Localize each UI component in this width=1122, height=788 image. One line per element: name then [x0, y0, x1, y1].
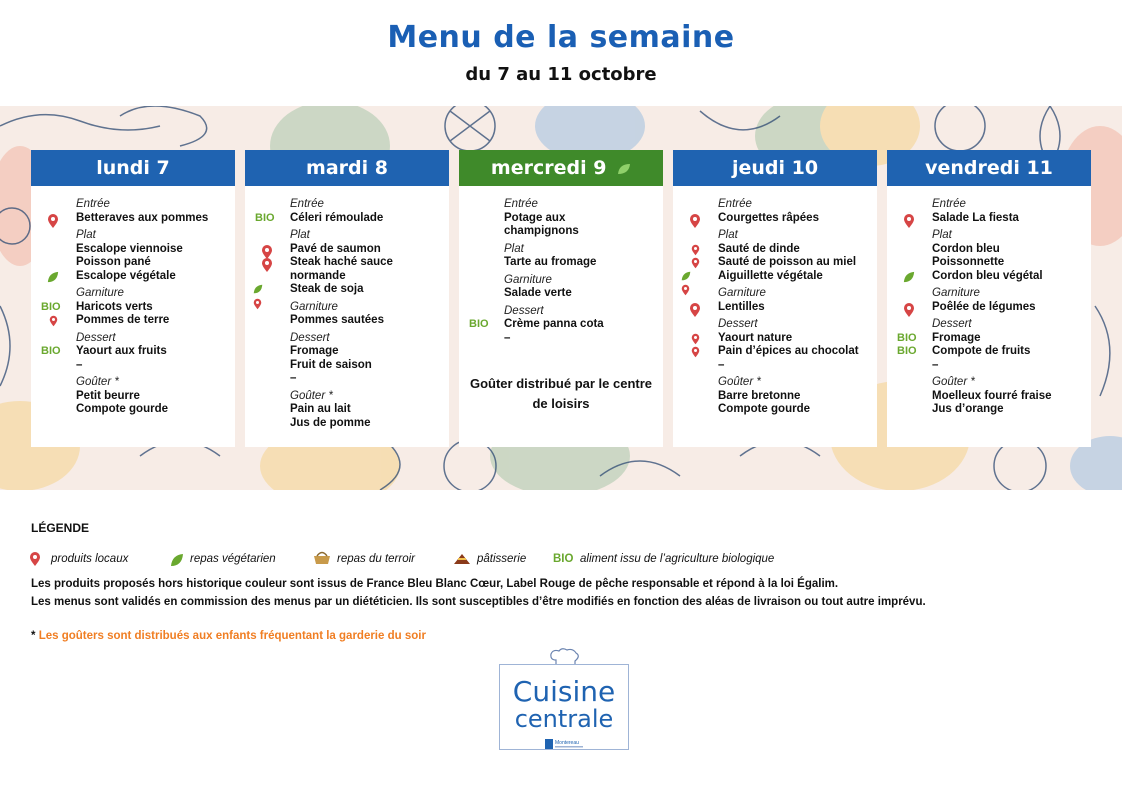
bio-icon: BIO	[897, 345, 917, 357]
menu-item: Compote de fruits BIO	[897, 345, 1031, 357]
menu-category: Dessert	[290, 331, 330, 344]
menu-category: Plat	[290, 229, 310, 241]
day-card-mardi	[245, 150, 449, 447]
menu-item: Pavé de saumon	[245, 243, 449, 257]
menu-category: Dessert	[76, 331, 116, 344]
day-card-lundi	[31, 150, 235, 447]
menu-item: Petit beurre	[76, 389, 140, 402]
menu-item: Barre bretonne	[718, 389, 801, 402]
menu-category: Goûter *	[932, 376, 975, 388]
vegetarian-marker	[47, 271, 59, 283]
menu-list	[887, 186, 1091, 417]
menu-category: Entrée	[504, 198, 538, 210]
menu-item: Courgettes râpées	[673, 212, 877, 226]
menu-item: Sauté de dinde	[673, 243, 877, 257]
page-subtitle: du 7 au 11 octobre	[465, 64, 657, 85]
menu-category: Entrée	[290, 198, 324, 210]
menu-item: Jus d’orange	[932, 403, 1004, 415]
menu-item: Steak de soja	[245, 283, 449, 297]
gouter-note: Goûter distribué par le centre de loisirs	[469, 376, 653, 411]
day-card-vendredi	[887, 150, 1091, 447]
menu-category: Garniture	[932, 287, 980, 299]
menu-list	[459, 186, 663, 345]
menu-item: Escalope viennoise	[76, 242, 183, 255]
menu-item: Salade La fiesta	[887, 212, 1091, 226]
menu-item: Fruit de saison	[290, 358, 372, 371]
logo-line-2: centrale	[514, 705, 614, 733]
menu-category: Garniture	[290, 300, 338, 313]
menu-item: Poisson pané	[76, 256, 151, 268]
menu-item: Céleri rémoulade BIO	[255, 211, 384, 224]
leaf-icon	[903, 271, 915, 283]
day-card-jeudi	[673, 150, 877, 447]
montereau-seal-icon	[545, 739, 585, 749]
bio-icon: BIO	[553, 553, 574, 565]
menu-category: Goûter *	[718, 376, 761, 388]
menu-category: Garniture	[718, 287, 766, 299]
menu-item: Salade verte	[504, 287, 572, 299]
menu-item: normande	[290, 269, 346, 282]
pin-icon	[689, 213, 701, 229]
menu-category: Dessert	[504, 304, 544, 317]
pin-icon	[49, 315, 58, 327]
menu-item: Lentilles	[673, 301, 877, 315]
bio-icon: BIO	[41, 345, 61, 357]
pin-icon	[47, 213, 59, 229]
menu-category: Entrée	[932, 198, 966, 210]
local-marker	[47, 213, 59, 229]
pin-icon	[903, 213, 915, 229]
basket-icon	[313, 551, 331, 565]
leaf-icon	[253, 284, 263, 294]
menu-item: Poêlée de légumes	[887, 301, 1091, 315]
menu-item: Poissonnette	[932, 256, 1005, 268]
menu-category: Dessert	[718, 318, 758, 330]
menu-item: Steak haché sauce	[245, 256, 449, 270]
pin-icon	[29, 551, 41, 567]
day-card-mercredi	[459, 150, 663, 447]
menu-item: Escalope végétale	[31, 270, 235, 284]
cuisine-centrale-logo	[499, 664, 629, 750]
menu-item: Tarte au fromage	[504, 256, 597, 268]
menu-category: Plat	[718, 229, 738, 241]
menu-category: Plat	[932, 229, 952, 241]
menu-item: –	[932, 358, 939, 371]
menu-item: Potage aux	[504, 211, 566, 224]
menu-item: Fromage	[290, 345, 339, 357]
local-marker	[689, 302, 701, 318]
legend-title: LÉGENDE	[31, 521, 90, 535]
bio-icon: BIO	[255, 211, 275, 224]
pin-icon	[691, 257, 700, 269]
pin-icon	[691, 244, 700, 256]
leaf-icon	[170, 553, 184, 567]
local-marker	[691, 333, 700, 345]
day-header: mardi 8	[245, 150, 449, 186]
menu-category: Goûter *	[76, 376, 119, 388]
pin-icon	[903, 302, 915, 318]
menu-item: Pain au lait	[290, 403, 351, 415]
day-header	[459, 150, 663, 186]
menu-list	[673, 186, 877, 417]
menu-item: Pommes sautées	[290, 314, 384, 326]
menu-item: Pommes de terre	[31, 314, 235, 328]
local-marker	[689, 213, 701, 229]
menu-item: –	[504, 331, 511, 344]
svg-text:Montereau: Montereau	[555, 740, 579, 746]
page-title: Menu de la semaine	[387, 20, 735, 55]
local-marker	[903, 213, 915, 229]
bio-icon: BIO	[41, 300, 61, 313]
pin-icon	[691, 346, 700, 358]
day-header: jeudi 10	[673, 150, 877, 186]
local-marker	[49, 315, 58, 327]
menu-category: Plat	[504, 242, 524, 255]
menu-item: Yaourt aux fruits BIO	[41, 345, 167, 357]
menu-item: –	[718, 358, 725, 371]
day-header: vendredi 11	[887, 150, 1091, 186]
pin-icon	[691, 333, 700, 345]
leaf-icon	[681, 271, 691, 281]
menu-list	[245, 186, 449, 430]
bio-icon: BIO	[897, 331, 917, 344]
menu-item: Pain d’épices au chocolat	[673, 345, 877, 359]
menu-item: Haricots verts BIO	[41, 300, 153, 313]
menu-category: Plat	[76, 229, 96, 241]
menu-item: Aiguillette végétale	[673, 270, 877, 284]
info-line-2: Les menus sont validés en commission des menus par un diététicien. Ils sont susceptibles d’être modifiés en fonction des aléas de livraison ou tout autre imprévu.	[31, 596, 926, 608]
menu-list	[31, 186, 235, 417]
vegetarian-marker	[903, 271, 915, 283]
menu-category: Entrée	[76, 198, 110, 210]
menu-category: Entrée	[718, 198, 752, 210]
leaf-icon	[47, 271, 59, 283]
menu-item: Sauté de poisson au miel	[673, 256, 877, 270]
bio-icon: BIO	[469, 318, 489, 330]
menu-item: Cordon bleu végétal	[887, 270, 1091, 284]
menu-item: Crème panna cota BIO	[469, 318, 604, 330]
menu-item: –	[290, 372, 297, 384]
cake-icon	[453, 551, 471, 565]
leaf-icon	[617, 163, 631, 175]
menu-item: champignons	[504, 225, 579, 237]
gouter-footnote: * Les goûters sont distribués aux enfants fréquentant la garderie du soir	[31, 630, 426, 642]
menu-category: Garniture	[76, 287, 124, 299]
menu-item: Cordon bleu	[932, 242, 1000, 255]
day-header: lundi 7	[31, 150, 235, 186]
local-marker	[691, 346, 700, 358]
menu-item: Compote gourde	[718, 403, 810, 415]
menu-item: Compote gourde	[76, 403, 168, 415]
menu-item: Betteraves aux pommes	[31, 212, 235, 226]
local-marker	[903, 302, 915, 318]
local-marker	[691, 257, 700, 269]
day-header-label: mercredi 9	[490, 157, 607, 179]
menu-item: Jus de pomme	[290, 416, 371, 429]
menu-category: Garniture	[504, 273, 552, 286]
menu-item: Yaourt nature	[673, 332, 877, 346]
menu-item: Moelleux fourré fraise	[932, 389, 1052, 402]
menu-category: Dessert	[932, 318, 972, 330]
menu-category: Goûter *	[290, 389, 333, 402]
info-line-1: Les produits proposés hors historique couleur sont issus de France Bleu Blanc Cœur, Label Rouge de pêche responsable et répond à la loi Égalim.	[31, 578, 839, 590]
local-marker	[691, 244, 700, 256]
menu-item: Fromage BIO	[897, 331, 981, 344]
pin-icon	[689, 302, 701, 318]
menu-item: –	[76, 358, 83, 371]
logo-line-1: Cuisine	[512, 675, 616, 708]
